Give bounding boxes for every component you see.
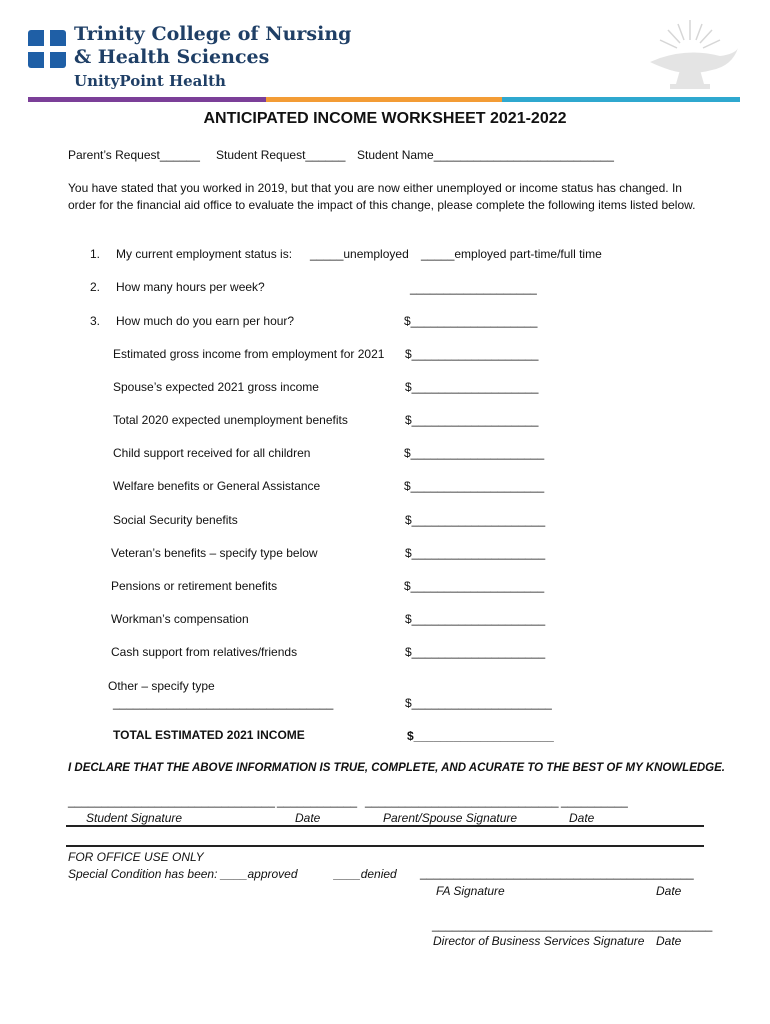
director-date-label: Date [656,934,682,948]
income-item-label: Workman’s compensation [111,612,249,626]
student-signature-label: Student Signature [86,811,183,825]
parent-date-line[interactable]: __________ [561,794,628,808]
cross-icon [28,30,66,68]
parent-signature-line[interactable]: _____________________________ [365,794,559,808]
parent-date-label: Date [569,811,595,825]
student-name-field[interactable]: Student Name___________________________ [357,148,614,162]
income-item-field[interactable]: $____________________ [405,513,546,527]
q3-number: 3. [90,314,101,328]
q2-label: How many hours per week? [116,280,265,294]
other-type-field[interactable]: _________________________________ [113,696,334,710]
page-title: ANTICIPATED INCOME WORKSHEET 2021-2022 [203,110,567,127]
income-item-field[interactable]: $____________________ [404,446,545,460]
income-item-field[interactable]: $___________________ [405,380,539,394]
special-condition-approved[interactable]: Special Condition has been: ____approved [68,867,298,881]
income-item-label: Estimated gross income from employment for 2021 [113,347,385,361]
income-item-label: Total 2020 expected unemployment benefits [113,413,348,427]
office-use-heading: FOR OFFICE USE ONLY [68,850,204,864]
header-bar-purple [28,97,266,102]
divider-bottom [66,845,704,847]
income-item-field[interactable]: $____________________ [405,546,546,560]
hourly-pay-field[interactable]: $___________________ [404,314,538,328]
q2-number: 2. [90,280,101,294]
org-name-line1: Trinity College of Nursing [74,23,352,45]
income-item-label: Child support received for all children [113,446,311,460]
income-item-field[interactable]: $___________________ [405,413,539,427]
income-item-label: Social Security benefits [113,513,238,527]
intro-paragraph: You have stated that you worked in 2019, but that you are now either unemployed or income status has changed. In order for the financial aid office to evaluate the impact of this change, please complete the following items listed below. [68,181,696,212]
total-label: TOTAL ESTIMATED 2021 INCOME [113,728,305,742]
q3-label: How much do you earn per hour? [116,314,295,328]
fa-date-label: Date [656,884,682,898]
declaration-text: I DECLARE THAT THE ABOVE INFORMATION IS TRUE, COMPLETE, AND ACURATE TO THE BEST OF MY KNOWLEDGE. [68,762,725,774]
divider-top [66,825,704,827]
org-name-line2: & Health Sciences [74,46,270,68]
director-signature-line[interactable]: __________________________________________ [432,918,713,932]
employed-option[interactable]: _____employed part-time/full time [421,247,602,261]
lamp-of-knowledge-icon [640,18,740,94]
fa-signature-label: FA Signature [436,884,505,898]
student-request-field[interactable]: Student Request______ [216,148,346,162]
income-item-field[interactable]: $____________________ [405,612,546,626]
income-item-field[interactable]: $____________________ [404,579,545,593]
director-signature-label: Director of Business Services Signature [433,934,645,948]
student-signature-line[interactable]: _______________________________ [68,794,275,808]
income-item-label: Pensions or retirement benefits [111,579,278,593]
income-item-label: Cash support from relatives/friends [111,645,298,659]
income-item-field[interactable]: $___________________ [405,347,539,361]
org-name-line3: UnityPoint Health [74,72,226,90]
income-item-field[interactable]: $____________________ [405,645,546,659]
income-item-field[interactable]: $____________________ [404,479,545,493]
income-item-label: Spouse’s expected 2021 gross income [113,380,319,394]
unemployed-option[interactable]: _____unemployed [310,247,409,261]
other-amount-field[interactable]: $_____________________ [405,696,552,710]
other-label: Other – specify type [108,679,215,693]
total-amount-field[interactable]: $_____________________ [407,729,554,743]
income-item-label: Veteran’s benefits – specify type below [111,546,318,560]
parent-signature-label: Parent/Spouse Signature [383,811,518,825]
hours-per-week-field[interactable]: ___________________ [410,281,537,295]
header-bar-blue [502,97,740,102]
q1-number: 1. [90,247,101,261]
income-item-label: Welfare benefits or General Assistance [113,479,321,493]
student-date-label: Date [295,811,321,825]
student-date-line[interactable]: ____________ [277,794,358,808]
special-condition-denied[interactable]: ____denied [334,867,397,881]
fa-signature-line[interactable]: _________________________________________ [420,866,694,880]
parent-request-field[interactable]: Parent’s Request______ [68,148,200,162]
header-bar-orange [266,97,502,102]
q1-label: My current employment status is: [116,247,293,261]
